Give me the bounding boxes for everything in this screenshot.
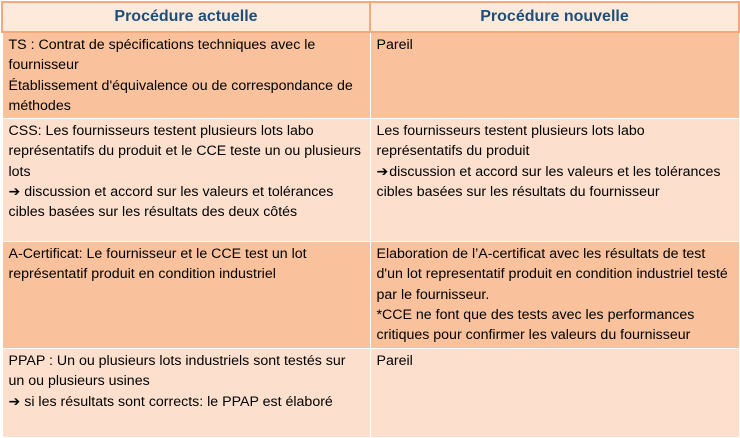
table-row-css (2, 119, 739, 242)
cell-text: TS : Contrat de spécifications techniques avec le fournisseur (8, 37, 316, 74)
header-new-procedure: Procédure nouvelle (370, 2, 739, 32)
right-arrow-icon: ➔ (8, 393, 21, 410)
cell-text: CSS: Les fournisseurs testent plusieurs lots labo représentatifs du produit et le CCE teste un ou plusieurs lots (8, 123, 362, 180)
table-row-a-certificat (2, 242, 739, 349)
cell-text: Elaboration de l’A-certificat avec les résultats de test d'un lot representatif produit en condition industriel testé par le fournisseur. (376, 246, 728, 303)
procedure-comparison-table (1, 1, 740, 438)
cell-current-ts (2, 32, 370, 119)
cell-current-ppap (2, 349, 370, 438)
cell-text: Pareil (376, 353, 413, 369)
cell-new-ts (370, 32, 739, 119)
cell-current-css (2, 119, 370, 242)
cell-text: Pareil (376, 37, 413, 53)
table-row-ppap (2, 349, 739, 438)
cell-new-css (370, 119, 739, 242)
cell-text: A-Certificat: Le fournisseur et le CCE test un lot représentatif produit en condition industriel (8, 246, 307, 283)
cell-current-a-certificat (2, 242, 370, 349)
right-arrow-icon: ➔ (376, 163, 389, 180)
cell-text: si les résultats sont corrects: le PPAP est élaboré (24, 393, 333, 410)
cell-text: Les fournisseurs testent plusieurs lots labo représentatifs du produit (376, 123, 645, 160)
header-row (2, 2, 739, 32)
cell-new-a-certificat (370, 242, 739, 349)
cell-new-ppap (370, 349, 739, 438)
header-current-procedure: Procédure actuelle (2, 2, 370, 32)
cell-text: *CCE ne font que des tests avec les performances critiques pour confirmer les valeurs du fournisseur (376, 306, 695, 344)
arrow-line (377, 162, 733, 203)
cell-text: discussion et accord sur les valeurs et tolérances cibles basées sur les résultats des deux côtés (8, 183, 334, 221)
cell-text: Établissement d'équivalence ou de correspondance de méthodes (8, 77, 353, 114)
cell-text: discussion et accord sur les valeurs et les tolérances cibles basées sur les résultats du fournisseur (376, 163, 721, 200)
arrow-line (9, 182, 364, 223)
cell-text: PPAP : Un ou plusieurs lots industriels sont testés sur un ou plusieurs usines (8, 353, 346, 390)
table-row-ts (2, 32, 739, 119)
arrow-line (9, 392, 364, 412)
right-arrow-icon: ➔ (8, 183, 21, 200)
